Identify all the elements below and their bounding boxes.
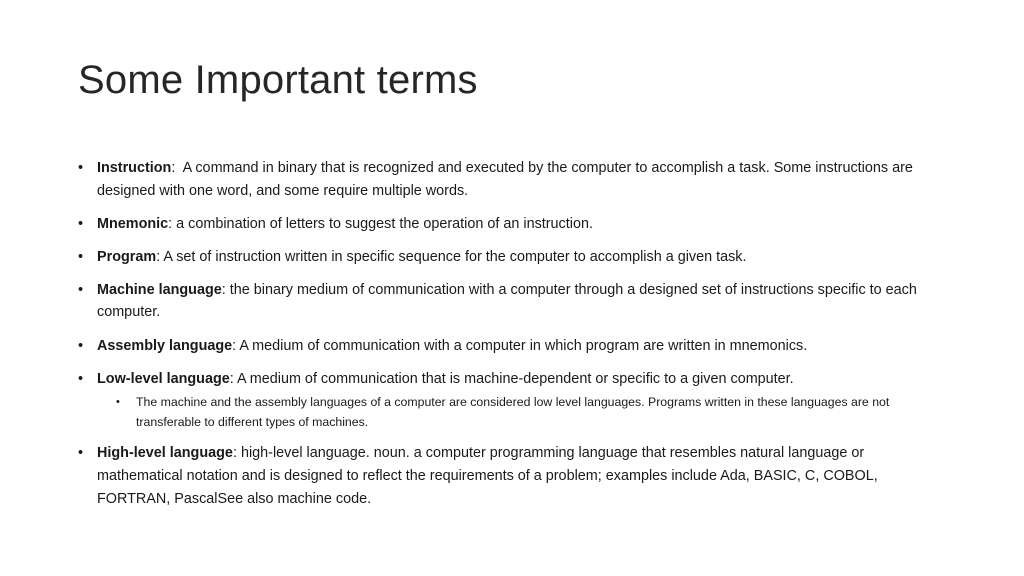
sub-list	[97, 393, 948, 432]
list-item-mnemonic	[78, 213, 948, 236]
sub-item-text: The machine and the assembly languages of a computer are considered low level languages. Programs written in these languages are not transferable to different types of machines.	[136, 395, 890, 429]
list-item-program	[78, 246, 948, 269]
list-item-high-level-language	[78, 442, 948, 510]
slide-title: Some Important terms	[78, 58, 478, 102]
term-separator: :	[221, 281, 230, 298]
term-separator: :	[168, 215, 177, 232]
term-definition: A command in binary that is recognized and executed by the computer to accomplish a task. Some instructions are designed with one word, and some require multiple words.	[97, 160, 913, 199]
term-label: Assembly language	[97, 337, 233, 354]
term-separator: :	[156, 248, 164, 265]
bullet-icon: •	[78, 281, 84, 298]
bullet-icon: •	[78, 445, 84, 462]
term-label: Mnemonic	[97, 215, 169, 232]
list-item-instruction	[78, 157, 948, 202]
term-definition: a combination of letters to suggest the operation of an instruction.	[176, 215, 593, 232]
list-item-machine-language	[78, 279, 948, 324]
term-separator: :	[232, 337, 240, 354]
bullet-icon: •	[78, 337, 84, 354]
slide-content	[78, 157, 948, 521]
sub-list-item	[116, 393, 948, 432]
term-label: Machine language	[97, 281, 222, 298]
bullet-icon: •	[78, 248, 84, 265]
bullet-icon: •	[78, 160, 84, 176]
list-item-low-level-language	[78, 368, 948, 432]
term-definition: high-level language. noun. a computer programming language that resembles natural language or mathematical notation and is designed to reflect the requirements of a problem; examples include Ada, BASIC, C, COBOL, FORTRAN, PascalSee also machine code.	[97, 445, 878, 507]
bullet-icon: •	[78, 370, 84, 387]
term-label: Program	[97, 248, 157, 265]
term-definition: the binary medium of communication with a computer through a designed set of instructions specific to each computer.	[97, 281, 917, 321]
terms-list	[78, 157, 948, 510]
term-definition: A medium of communication that is machine-dependent or specific to a given computer.	[236, 370, 794, 387]
term-definition: A medium of communication with a computer in which program are written in mnemonics.	[239, 337, 808, 354]
list-item-assembly-language	[78, 335, 948, 358]
bullet-icon: •	[78, 215, 84, 232]
term-label: High-level language	[97, 445, 233, 462]
term-separator: :	[171, 160, 183, 176]
term-definition: A set of instruction written in specific sequence for the computer to accomplish a given task.	[163, 248, 747, 265]
bullet-icon: •	[116, 396, 120, 409]
term-separator: :	[229, 370, 237, 387]
term-separator: :	[232, 445, 241, 462]
term-label: Instruction	[97, 160, 172, 176]
term-label: Low-level language	[97, 370, 230, 387]
